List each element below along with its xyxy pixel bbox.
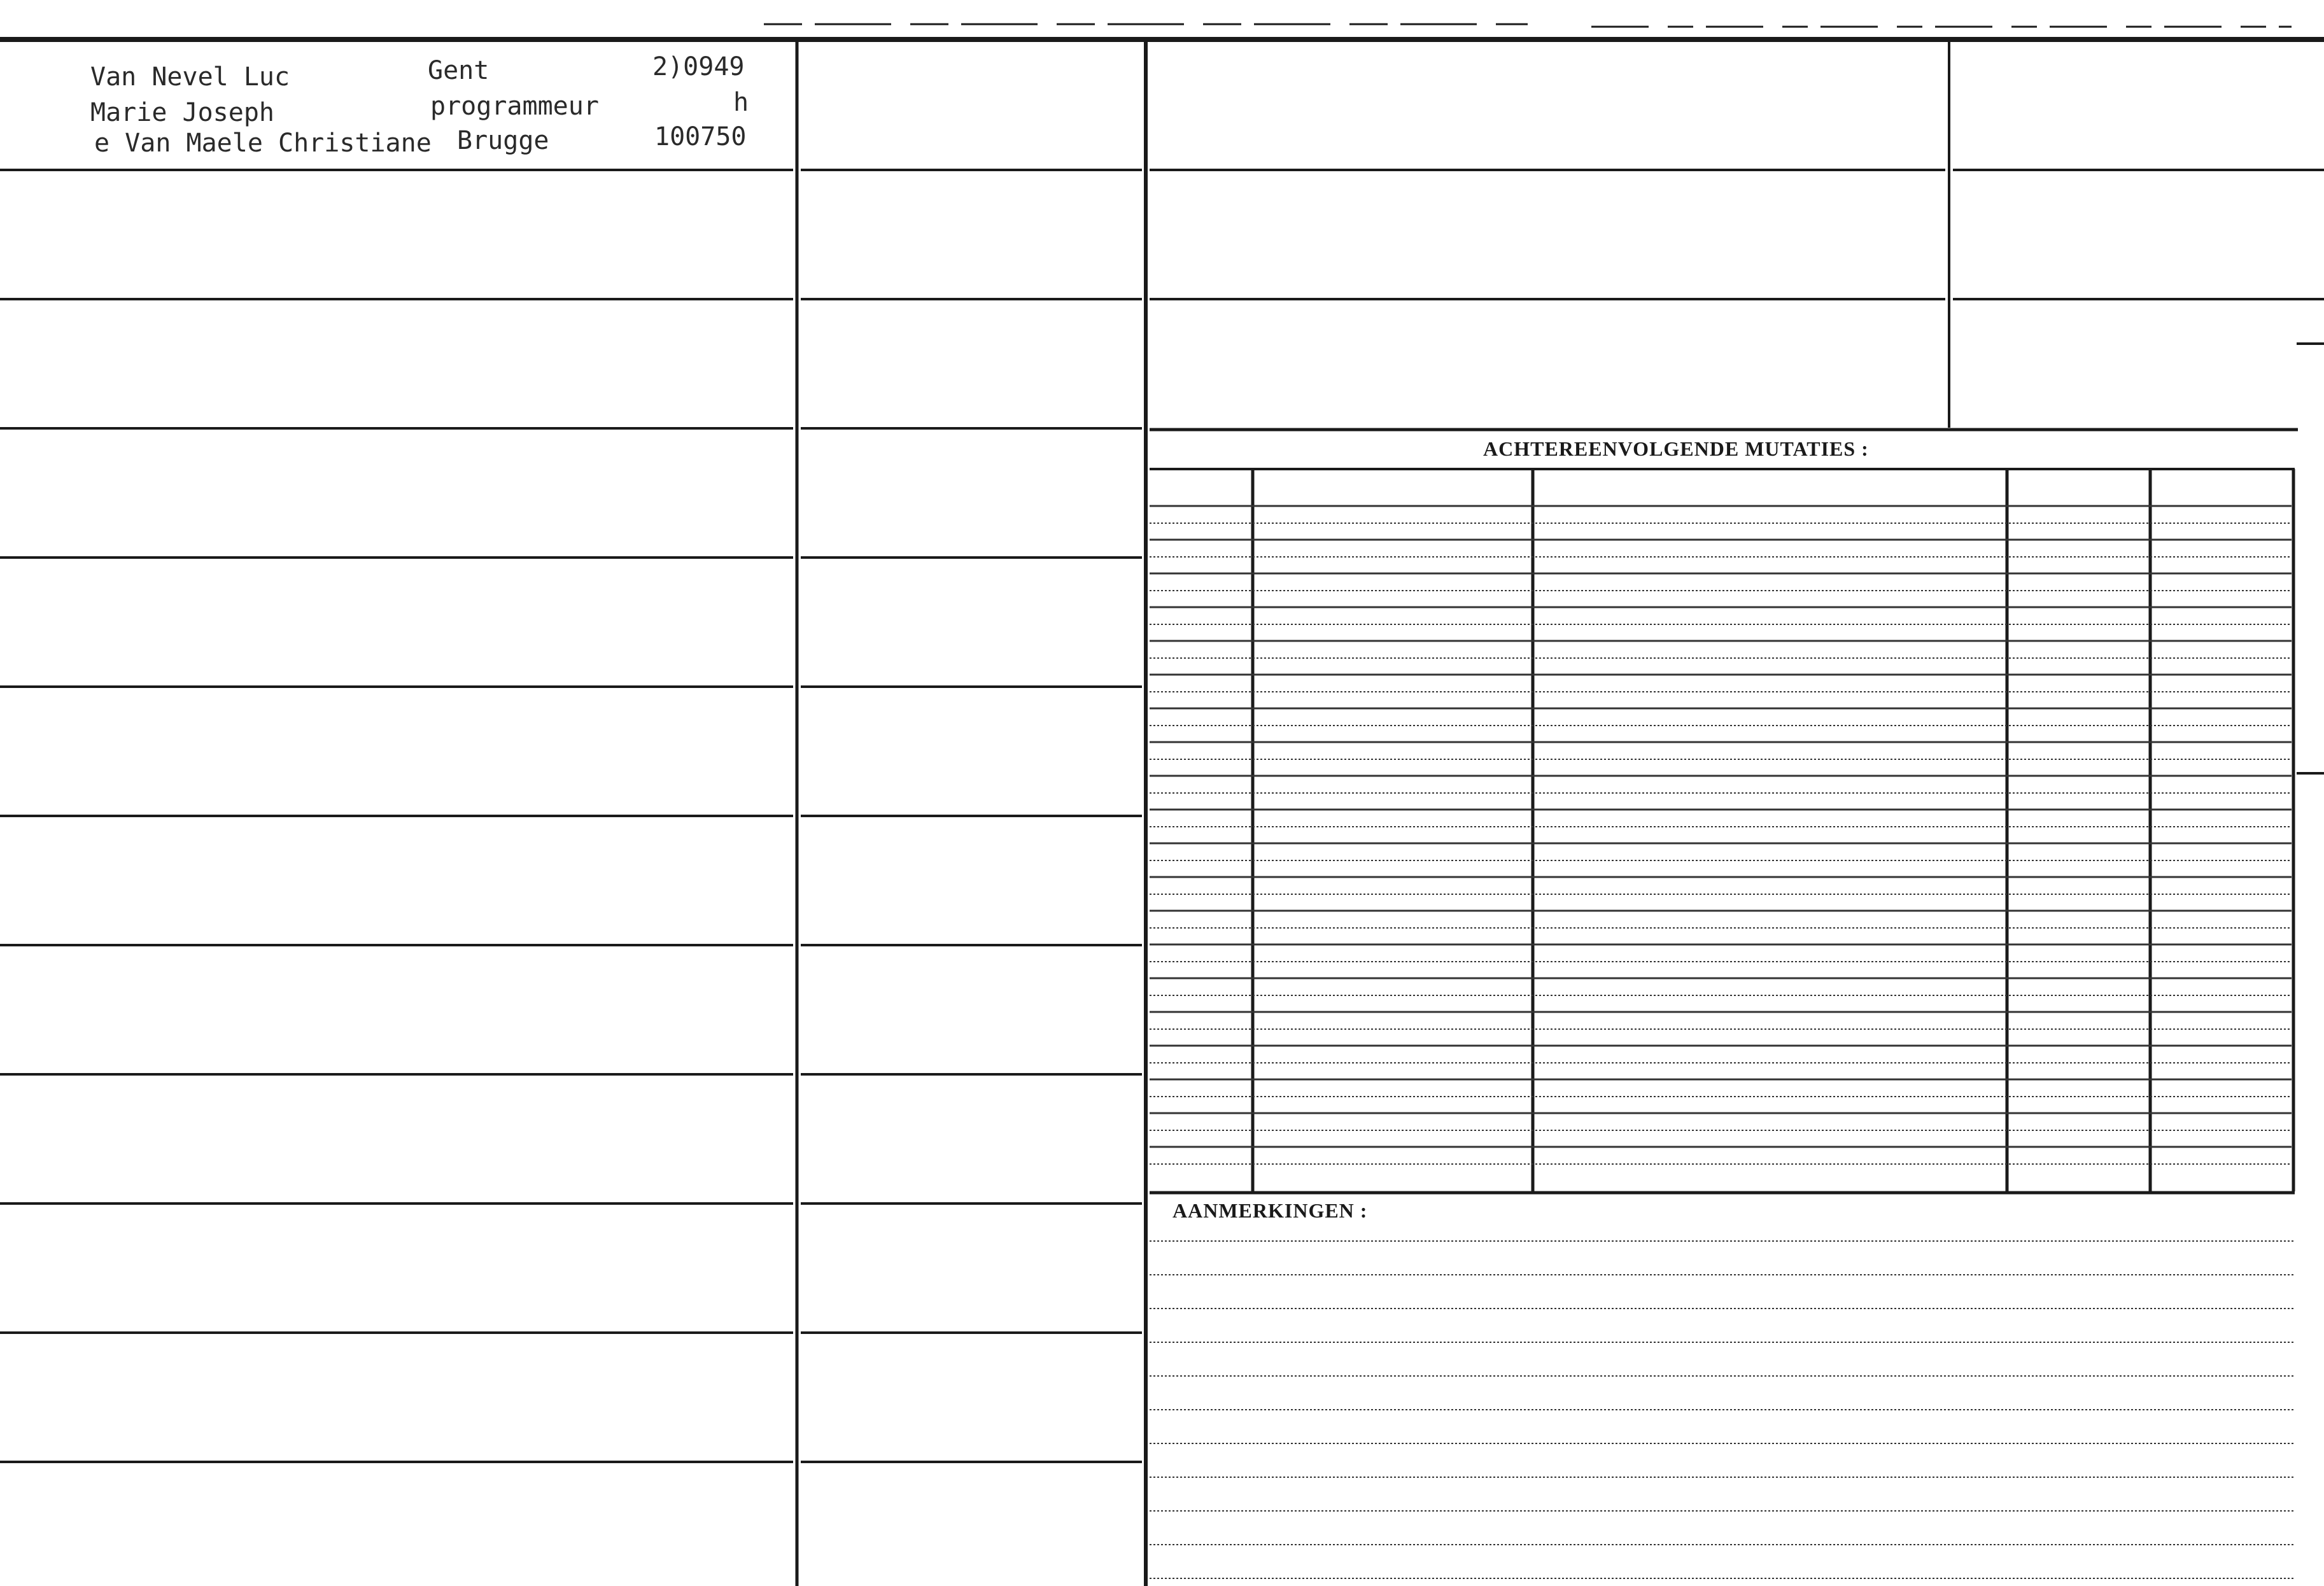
top-border [0,24,2324,39]
remarks-title: AANMERKINGEN : [1173,1199,1368,1222]
mutations-section [1150,433,2295,1193]
record-place-line3: Brugge [457,126,549,155]
left-grid-rows [0,170,1142,1462]
record-date-line1: 2)0949 [652,52,745,81]
record-date-line3: 100750 [654,122,747,151]
record-name-line2: Marie Joseph [90,98,274,127]
remark-rows [1150,1241,2295,1578]
record-mark: h [733,88,749,117]
record-name-line1: Van Nevel Luc [90,62,290,92]
mutation-rows [1150,506,2292,1164]
record-name-line3: e Van Maele Christiane [94,129,432,158]
record-place-line1: Gent [428,56,489,85]
column-separators [797,39,1949,1586]
right-upper-rows [1150,170,2324,773]
remarks-section [1150,1199,2295,1578]
record-entry [90,52,749,158]
mutations-title: ACHTEREENVOLGENDE MUTATIES : [1483,437,1869,460]
record-occupation: programmeur [430,92,599,121]
